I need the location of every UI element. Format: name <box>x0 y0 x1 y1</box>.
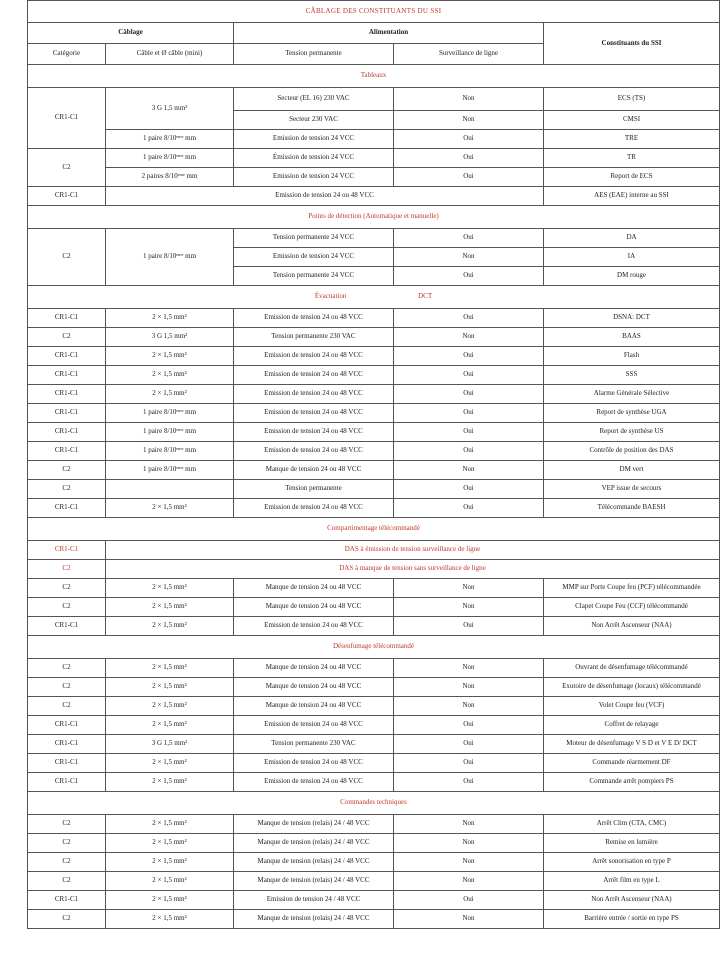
commandes-head <box>28 792 720 815</box>
cell-constituant: Non Arrêt Ascenseur (NAA) <box>544 617 720 636</box>
cell-constituant: DM vert <box>544 461 720 480</box>
cell-constituant: Moteur de désenfumage V S D et V E D/ DCT <box>544 735 720 754</box>
header-row-1 <box>28 23 720 44</box>
cell-cable <box>106 480 234 499</box>
cell-surveillance: Non <box>394 678 544 697</box>
table-row <box>28 309 720 328</box>
cell-constituant: AES (EAE) interne au SSI <box>544 187 720 206</box>
cell-alimentation: Tension permanente 24 VCC <box>234 267 394 286</box>
cell-constituant: BAAS <box>544 328 720 347</box>
cell-alimentation: Emission de tension 24 ou 48 VCC <box>234 404 394 423</box>
cell-surveillance: Oui <box>394 480 544 499</box>
table-row <box>28 891 720 910</box>
section-commandes: Commandes techniques <box>28 792 720 815</box>
cell-categorie: C2 <box>28 853 106 872</box>
cell-alimentation: Emission de tension 24 ou 48 VCC <box>234 442 394 461</box>
cell-cable: 2 × 1,5 mm² <box>106 716 234 735</box>
cell-surveillance: Non <box>394 88 544 111</box>
cell-constituant: DSNA: DCT <box>544 309 720 328</box>
table-row <box>28 853 720 872</box>
cell-alimentation: Emission de tension 24 / 48 VCC <box>234 891 394 910</box>
cell-categorie: C2 <box>28 480 106 499</box>
cell-alimentation: Tension permanente 24 VCC <box>234 229 394 248</box>
cell-constituant: Arrêt film en type L <box>544 872 720 891</box>
cell-constituant: Télécommande BAESH <box>544 499 720 518</box>
cell-cable: 2 × 1,5 mm² <box>106 659 234 678</box>
cell-alimentation: Tension permanente <box>234 480 394 499</box>
cell-categorie: CR1-C1 <box>28 423 106 442</box>
desenfumage-rows <box>28 659 720 792</box>
cell-constituant: Non Arrêt Ascenseur (NAA) <box>544 891 720 910</box>
cell-categorie: C2 <box>28 834 106 853</box>
cell-cable: 2 × 1,5 mm² <box>106 347 234 366</box>
cell-cable: 1 paire 8/10ᵉᵐᵉ mm <box>106 130 234 149</box>
cell-surveillance: Oui <box>394 149 544 168</box>
section-row <box>28 65 720 88</box>
cell-constituant: Clapet Coupe Feu (CCF) télécommandé <box>544 598 720 617</box>
cell-surveillance: Oui <box>394 168 544 187</box>
cell-categorie: C2 <box>28 149 106 187</box>
section-evacuation <box>28 286 720 309</box>
cell-alimentation: Émission de tension 24 VCC <box>234 149 394 168</box>
cell-alimentation: Manque de tension (relais) 24 / 48 VCC <box>234 853 394 872</box>
section-dct-label: DCT <box>418 292 433 301</box>
cell-constituant: Arrêt sonorisation en type P <box>544 853 720 872</box>
cablage-table <box>27 0 720 929</box>
cell-cable: 2 × 1,5 mm² <box>106 853 234 872</box>
cell-constituant: DA <box>544 229 720 248</box>
cell-constituant: Arrêt Clim (CTA, CMC) <box>544 815 720 834</box>
cell-constituant: Contrôle de position des DAS <box>544 442 720 461</box>
cell-surveillance: Oui <box>394 442 544 461</box>
cell-constituant: TRE <box>544 130 720 149</box>
header-alimentation: Alimentation <box>234 23 544 44</box>
cell-constituant: Flash <box>544 347 720 366</box>
header-categorie: Catégorie <box>28 44 106 65</box>
table-row <box>28 834 720 853</box>
table-row <box>28 461 720 480</box>
table-row <box>28 773 720 792</box>
cell-constituant: Commande réarmement DF <box>544 754 720 773</box>
cell-cable: 1 paire 8/10ᵉᵐᵉ mm <box>106 461 234 480</box>
cell-cable: 2 × 1,5 mm² <box>106 385 234 404</box>
cell-surveillance: Oui <box>394 499 544 518</box>
cell-alimentation: Emission de tension 24 VCC <box>234 248 394 267</box>
cell-categorie: C2 <box>28 598 106 617</box>
cell-categorie: CR1-C1 <box>28 773 106 792</box>
cell-alimentation: Manque de tension (relais) 24 / 48 VCC <box>234 834 394 853</box>
header-constituants: Constituants du SSI <box>544 23 720 65</box>
cell-cable: 2 × 1,5 mm² <box>106 499 234 518</box>
section-compartimentage: Compartimentage télécommandé <box>28 518 720 541</box>
header-cablage: Câblage <box>28 23 234 44</box>
cell-alimentation: Emission de tension 24 ou 48 VCC <box>234 385 394 404</box>
table-row <box>28 149 720 168</box>
cell-categorie: C2 <box>28 461 106 480</box>
cell-surveillance: Oui <box>394 366 544 385</box>
cell-surveillance: Oui <box>394 229 544 248</box>
cell-categorie: CR1-C1 <box>28 385 106 404</box>
cell-categorie: C2 <box>28 697 106 716</box>
cell-categorie: CR1-C1 <box>28 891 106 910</box>
cell-surveillance: Non <box>394 111 544 130</box>
cell-alimentation: Tension permanente 230 VAC <box>234 328 394 347</box>
cell-surveillance: Oui <box>394 617 544 636</box>
cell-cable: 3 G 1,5 mm² <box>106 328 234 347</box>
cell-categorie: CR1-C1 <box>28 366 106 385</box>
cell-cable: 1 paire 8/10ᵉᵐᵉ mm <box>106 404 234 423</box>
table-row <box>28 716 720 735</box>
cell-surveillance: Non <box>394 697 544 716</box>
table-row <box>28 168 720 187</box>
table-row <box>28 659 720 678</box>
cell-cable: 2 × 1,5 mm² <box>106 910 234 929</box>
cell-alimentation: Manque de tension 24 ou 48 VCC <box>234 659 394 678</box>
cell-categorie: C2 <box>28 678 106 697</box>
table-row <box>28 347 720 366</box>
cell-surveillance: Oui <box>394 773 544 792</box>
cell-alimentation: Emission de tension 24 ou 48 VCC <box>234 309 394 328</box>
cell-categorie: C2 <box>28 659 106 678</box>
table-row <box>28 598 720 617</box>
cell-alimentation: Emission de tension 24 VCC <box>234 168 394 187</box>
cell-cable: 2 × 1,5 mm² <box>106 773 234 792</box>
cell-categorie: CR1-C1 <box>28 617 106 636</box>
cell-cable: 2 × 1,5 mm² <box>106 754 234 773</box>
cell-constituant: Remise en lumière <box>544 834 720 853</box>
table-row <box>28 754 720 773</box>
cell-categorie: CR1-C1 <box>28 716 106 735</box>
evacuation-rows <box>28 309 720 518</box>
table-body <box>28 1 720 309</box>
cell-categorie: C2 <box>28 872 106 891</box>
cell-categorie: CR1-C1 <box>28 187 106 206</box>
cell-categorie: C2 <box>28 579 106 598</box>
table-row <box>28 442 720 461</box>
cell-cable: 2 × 1,5 mm² <box>106 678 234 697</box>
cell-cable: 1 paire 8/10ᵉᵐᵉ mm <box>106 229 234 286</box>
cell-cable: 2 × 1,5 mm² <box>106 309 234 328</box>
table-row <box>28 910 720 929</box>
section-evacuation-label: Évacuation <box>314 292 347 301</box>
table-row <box>28 88 720 111</box>
cell-cable: 2 × 1,5 mm² <box>106 598 234 617</box>
table-row <box>28 499 720 518</box>
cell-alimentation: Manque de tension 24 ou 48 VCC <box>234 678 394 697</box>
cell-cable: 2 × 1,5 mm² <box>106 872 234 891</box>
section-row <box>28 286 720 309</box>
cell-constituant: MMP sur Porte Coupe feu (PCF) télécommandée <box>544 579 720 598</box>
cell-surveillance: Non <box>394 328 544 347</box>
table-row <box>28 579 720 598</box>
compartimentage-head <box>28 518 720 579</box>
cell-alimentation: Manque de tension 24 ou 48 VCC <box>234 598 394 617</box>
cell-surveillance: Oui <box>394 404 544 423</box>
cell-categorie: CR1-C1 <box>28 347 106 366</box>
cell-alimentation: Emission de tension 24 ou 48 VCC <box>234 716 394 735</box>
header-cable: Câble et Ø câble (mini) <box>106 44 234 65</box>
table-row <box>28 678 720 697</box>
section-row <box>28 518 720 541</box>
cell-constituant: Commande arrêt pompiers PS <box>544 773 720 792</box>
commandes-rows <box>28 815 720 929</box>
table-row <box>28 187 720 206</box>
cell-surveillance: Non <box>394 461 544 480</box>
cell-surveillance: Oui <box>394 309 544 328</box>
cell-alimentation: Secteur 230 VAC <box>234 111 394 130</box>
cell-alimentation: Manque de tension 24 ou 48 VCC <box>234 461 394 480</box>
section-row <box>28 792 720 815</box>
cell-surveillance: Oui <box>394 735 544 754</box>
cell-surveillance: Non <box>394 872 544 891</box>
cell-surveillance: Non <box>394 659 544 678</box>
cell-constituant: Ouvrant de désenfumage télécommandé <box>544 659 720 678</box>
cell-cable: 1 paire 8/10ᵉᵐᵉ mm <box>106 149 234 168</box>
cell-surveillance: Oui <box>394 385 544 404</box>
section-desenfumage: Désenfumage télécommandé <box>28 636 720 659</box>
table-row <box>28 366 720 385</box>
cell-alimentation: Tension permanente 230 VAC <box>234 735 394 754</box>
cell-surveillance: Non <box>394 834 544 853</box>
cell-surveillance: Oui <box>394 891 544 910</box>
cell-cable: 2 × 1,5 mm² <box>106 697 234 716</box>
header-surveillance: Surveillance de ligne <box>394 44 544 65</box>
desenfumage-head <box>28 636 720 659</box>
cell-constituant: Coffret de relayage <box>544 716 720 735</box>
cell-categorie: CR1-C1 <box>28 499 106 518</box>
cell-constituant: SSS <box>544 366 720 385</box>
cell-cable: 2 × 1,5 mm² <box>106 834 234 853</box>
cell-alimentation: Emission de tension 24 ou 48 VCC <box>234 423 394 442</box>
cell-constituant: ECS (TS) <box>544 88 720 111</box>
table-row <box>28 328 720 347</box>
cell-surveillance: Oui <box>394 716 544 735</box>
cell-categorie: C2 <box>28 815 106 834</box>
cell-surveillance: Non <box>394 248 544 267</box>
cell-cable: 2 × 1,5 mm² <box>106 815 234 834</box>
table-row <box>28 229 720 248</box>
cell-alimentation: Manque de tension 24 ou 48 VCC <box>234 697 394 716</box>
cell-cable: 1 paire 8/10ᵉᵐᵉ mm <box>106 442 234 461</box>
table-row <box>28 735 720 754</box>
table-row <box>28 617 720 636</box>
cell-categorie: C2 <box>28 229 106 286</box>
section-tableaux: Tableaux <box>28 65 720 88</box>
cell-constituant: Report de synthèse US <box>544 423 720 442</box>
cell-surveillance: Oui <box>394 423 544 442</box>
cell-surveillance: Non <box>394 598 544 617</box>
table-row <box>28 560 720 579</box>
cell-cable: 3 G 1,5 mm² <box>106 88 234 130</box>
cell-alimentation: Manque de tension (relais) 24 / 48 VCC <box>234 872 394 891</box>
cell-categorie: CR1-C1 <box>28 735 106 754</box>
cell-cable: 2 paires 8/10ᵉᵐᵉ mm <box>106 168 234 187</box>
cell-alimentation: Emission de tension 24 ou 48 VCC <box>234 347 394 366</box>
cell-constituant: TR <box>544 149 720 168</box>
cell-categorie: C2 <box>28 560 106 579</box>
cell-alimentation: Emission de tension 24 ou 48 VCC <box>234 754 394 773</box>
cell-surveillance: Non <box>394 579 544 598</box>
cell-note: DAS à émission de tension surveillance de ligne <box>106 541 720 560</box>
cell-alimentation: Emission de tension 24 ou 48 VCC <box>234 617 394 636</box>
table-row <box>28 541 720 560</box>
cell-surveillance: Oui <box>394 754 544 773</box>
cell-cable: 3 G 1,5 mm² <box>106 735 234 754</box>
cell-constituant: Volet Coupe feu (VCF) <box>544 697 720 716</box>
cell-cable: 2 × 1,5 mm² <box>106 579 234 598</box>
header-tension: Tension permanente <box>234 44 394 65</box>
cell-note: DAS à manque de tension sans surveillance de ligne <box>106 560 720 579</box>
cell-alimentation: Manque de tension 24 ou 48 VCC <box>234 579 394 598</box>
table-row <box>28 697 720 716</box>
cell-constituant: Report de ECS <box>544 168 720 187</box>
cell-alimentation: Emission de tension 24 ou 48 VCC <box>234 773 394 792</box>
cell-cable: 2 × 1,5 mm² <box>106 891 234 910</box>
cell-categorie: CR1-C1 <box>28 754 106 773</box>
table-row <box>28 130 720 149</box>
cell-alimentation: Manque de tension (relais) 24 / 48 VCC <box>234 910 394 929</box>
table-row <box>28 480 720 499</box>
cell-categorie: C2 <box>28 328 106 347</box>
cell-categorie: C2 <box>28 910 106 929</box>
cell-surveillance: Oui <box>394 347 544 366</box>
cell-constituant: CMSI <box>544 111 720 130</box>
cell-categorie: CR1-C1 <box>28 442 106 461</box>
cell-constituant: VEP issue de secours <box>544 480 720 499</box>
table-row <box>28 423 720 442</box>
cell-constituant: DM rouge <box>544 267 720 286</box>
cell-surveillance: Non <box>394 853 544 872</box>
cell-alimentation: Emission de tension 24 ou 48 VCC <box>106 187 544 206</box>
section-detection: Points de détection (Automatique et manuelle) <box>28 206 720 229</box>
cell-surveillance: Non <box>394 815 544 834</box>
table-row <box>28 385 720 404</box>
table-title: CÂBLAGE DES CONSTITUANTS DU SSI <box>28 1 720 23</box>
cell-surveillance: Non <box>394 910 544 929</box>
table-row <box>28 815 720 834</box>
table-row <box>28 872 720 891</box>
cell-alimentation: Emission de tension 24 ou 48 VCC <box>234 499 394 518</box>
cell-alimentation: Manque de tension (relais) 24 / 48 VCC <box>234 815 394 834</box>
compartimentage-rows <box>28 579 720 636</box>
cell-cable: 2 × 1,5 mm² <box>106 617 234 636</box>
cell-surveillance: Oui <box>394 130 544 149</box>
cell-cable: 2 × 1,5 mm² <box>106 366 234 385</box>
section-row <box>28 206 720 229</box>
cell-surveillance: Oui <box>394 267 544 286</box>
cell-categorie: CR1-C1 <box>28 404 106 423</box>
table-row <box>28 404 720 423</box>
cell-constituant: Alarme Générale Sélective <box>544 385 720 404</box>
cell-alimentation: Emission de tension 24 ou 48 VCC <box>234 366 394 385</box>
section-row <box>28 636 720 659</box>
cell-alimentation: Emission de tension 24 VCC <box>234 130 394 149</box>
cell-constituant: IA <box>544 248 720 267</box>
title-row <box>28 1 720 23</box>
cell-cable: 1 paire 8/10ᵉᵐᵉ mm <box>106 423 234 442</box>
cell-alimentation: Secteur (EL 16) 230 VAC <box>234 88 394 111</box>
cell-categorie: CR1-C1 <box>28 541 106 560</box>
cell-constituant: Exutoire de désenfumage (locaux) télécommandé <box>544 678 720 697</box>
cell-constituant: Barrière entrée / sortie en type PS <box>544 910 720 929</box>
cell-constituant: Report de synthèse UGA <box>544 404 720 423</box>
cell-categorie: CR1-C1 <box>28 309 106 328</box>
cell-categorie: CR1-C1 <box>28 88 106 149</box>
